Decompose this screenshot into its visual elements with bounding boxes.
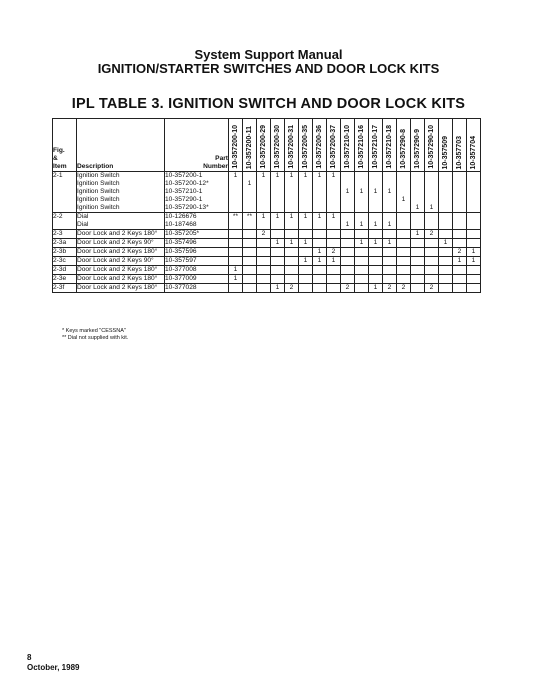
kit-number-label: 10-357200-30 <box>274 125 281 169</box>
quantity-cell <box>411 239 425 248</box>
quantity-cell <box>411 275 425 284</box>
quantity-cell <box>355 257 369 266</box>
quantity-cell: 1 <box>257 213 271 230</box>
quantity-cell <box>397 275 411 284</box>
kit-number-label: 10-357704 <box>470 135 477 169</box>
quantity-cell <box>369 275 383 284</box>
quantity-cell <box>467 284 481 293</box>
quantity-cell: 1 <box>327 213 341 230</box>
quantity-cell: 1 <box>299 239 313 248</box>
quantity-cell <box>313 275 327 284</box>
part-number-cell: 10-357496 <box>165 239 229 248</box>
kit-number-label: 10-357290-8 <box>400 129 407 169</box>
quantity-cell: 1 <box>355 239 369 248</box>
page-date: October, 1989 <box>27 663 80 672</box>
kit-column-header <box>257 119 271 172</box>
quantity-cell <box>299 284 313 293</box>
quantity-cell: 2 <box>257 230 271 239</box>
quantity-cell <box>355 266 369 275</box>
quantity-cell <box>453 230 467 239</box>
fig-item-cell: 2-3f <box>53 284 77 293</box>
quantity-cell: 1 <box>327 172 341 213</box>
quantity-cell <box>453 213 467 230</box>
quantity-cell <box>467 266 481 275</box>
quantity-cell <box>341 257 355 266</box>
part-number-cell: 10-377009 <box>165 275 229 284</box>
quantity-cell: 2 <box>453 248 467 257</box>
quantity-cell: 1 <box>369 172 383 213</box>
kit-number-label: 10-357290-10 <box>428 125 435 169</box>
kit-number-label: 10-357210-10 <box>344 125 351 169</box>
quantity-cell <box>285 257 299 266</box>
part-number-cell: 10-357200-1 10-357200-12* 10-357210-1 10-357290-1 10-357290-13* <box>165 172 229 213</box>
part-number-cell: 10-357597 <box>165 257 229 266</box>
quantity-cell <box>355 230 369 239</box>
quantity-cell: 1 <box>383 172 397 213</box>
quantity-cell <box>327 239 341 248</box>
quantity-cell <box>453 275 467 284</box>
quantity-cell <box>425 213 439 230</box>
quantity-cell <box>243 239 257 248</box>
kit-column-header <box>271 119 285 172</box>
section-title: IGNITION/STARTER SWITCHES AND DOOR LOCK KITS <box>97 61 440 76</box>
quantity-cell: 1 <box>383 213 397 230</box>
kit-number-label: 10-357200-37 <box>330 125 337 169</box>
quantity-cell <box>327 275 341 284</box>
quantity-cell <box>271 230 285 239</box>
quantity-cell <box>229 284 243 293</box>
part-number-cell: 10-377028 <box>165 284 229 293</box>
quantity-cell <box>453 284 467 293</box>
quantity-cell <box>439 284 453 293</box>
page-number: 8 <box>27 653 32 662</box>
quantity-cell <box>439 257 453 266</box>
quantity-cell <box>383 230 397 239</box>
part-number-cell: 10-377008 <box>165 266 229 275</box>
quantity-cell <box>257 257 271 266</box>
quantity-cell: ** <box>229 213 243 230</box>
quantity-cell <box>453 239 467 248</box>
kit-column-header <box>313 119 327 172</box>
kit-column-header <box>299 119 313 172</box>
quantity-cell <box>369 257 383 266</box>
quantity-cell <box>285 248 299 257</box>
quantity-cell <box>299 230 313 239</box>
quantity-cell: 1 <box>341 172 355 213</box>
description-cell: Door Lock and 2 Keys 180° <box>77 284 165 293</box>
quantity-cell: 1 <box>369 213 383 230</box>
quantity-cell <box>229 230 243 239</box>
quantity-cell: 1 <box>271 239 285 248</box>
quantity-cell: 1 <box>355 213 369 230</box>
quantity-cell <box>229 239 243 248</box>
quantity-cell: 1 <box>271 284 285 293</box>
quantity-cell <box>355 284 369 293</box>
quantity-cell <box>439 230 453 239</box>
table-row <box>53 275 481 284</box>
fig-item-cell: 2-2 <box>53 213 77 230</box>
footnote-dial: ** Dial not supplied with kit. <box>62 335 129 341</box>
kit-column-header <box>327 119 341 172</box>
quantity-cell <box>299 275 313 284</box>
description-cell: Dial Dial <box>77 213 165 230</box>
quantity-cell <box>383 275 397 284</box>
quantity-cell <box>285 275 299 284</box>
quantity-cell: 1 <box>299 213 313 230</box>
quantity-cell <box>229 257 243 266</box>
quantity-cell <box>355 248 369 257</box>
quantity-cell: 1 <box>299 172 313 213</box>
kit-number-label: 10-357200-10 <box>232 125 239 169</box>
quantity-cell: 1 <box>313 257 327 266</box>
quantity-cell <box>257 266 271 275</box>
quantity-cell: 1 <box>369 239 383 248</box>
quantity-cell <box>425 239 439 248</box>
quantity-cell: 1 <box>425 172 439 213</box>
quantity-cell <box>467 275 481 284</box>
quantity-cell: 1 <box>271 172 285 213</box>
quantity-cell <box>411 248 425 257</box>
quantity-cell <box>411 213 425 230</box>
quantity-cell <box>355 275 369 284</box>
quantity-cell <box>271 248 285 257</box>
fig-item-cell: 2-3 <box>53 230 77 239</box>
quantity-cell <box>285 266 299 275</box>
kit-number-label: 10-357210-16 <box>358 125 365 169</box>
quantity-cell: 1 <box>467 248 481 257</box>
kit-column-header <box>453 119 467 172</box>
table-row <box>53 257 481 266</box>
quantity-cell: 1 <box>285 239 299 248</box>
quantity-cell: 2 <box>327 248 341 257</box>
quantity-cell <box>243 248 257 257</box>
quantity-cell <box>439 172 453 213</box>
quantity-cell: 1 <box>383 239 397 248</box>
manual-title: System Support Manual <box>194 47 343 62</box>
part-number-cell: 10-357205* <box>165 230 229 239</box>
table-row <box>53 266 481 275</box>
quantity-cell: 1 <box>313 213 327 230</box>
quantity-cell: 1 <box>341 213 355 230</box>
kit-number-label: 10-357200-11 <box>246 125 253 169</box>
quantity-cell: 2 <box>341 284 355 293</box>
quantity-cell <box>397 230 411 239</box>
fig-item-cell: 2-1 <box>53 172 77 213</box>
quantity-cell <box>299 248 313 257</box>
quantity-cell: 2 <box>397 284 411 293</box>
kit-column-header <box>355 119 369 172</box>
quantity-cell <box>383 257 397 266</box>
quantity-cell <box>369 230 383 239</box>
quantity-cell: 1 <box>453 257 467 266</box>
kit-column-header <box>341 119 355 172</box>
quantity-cell <box>271 257 285 266</box>
quantity-cell <box>369 248 383 257</box>
kit-column-header <box>243 119 257 172</box>
kit-number-label: 10-357200-29 <box>260 125 267 169</box>
fig-item-cell: 2-3e <box>53 275 77 284</box>
quantity-cell: 2 <box>425 230 439 239</box>
kit-column-header <box>369 119 383 172</box>
quantity-cell <box>397 248 411 257</box>
quantity-cell <box>341 248 355 257</box>
quantity-cell <box>313 284 327 293</box>
description-cell: Door Lock and 2 Keys 180° <box>77 248 165 257</box>
quantity-cell: ** <box>243 213 257 230</box>
kit-number-label: 10-357210-17 <box>372 125 379 169</box>
quantity-cell: 1 <box>229 266 243 275</box>
kit-number-label: 10-357210-18 <box>386 125 393 169</box>
quantity-cell <box>439 213 453 230</box>
quantity-cell: 1 <box>397 172 411 213</box>
footnotes <box>62 328 128 342</box>
quantity-cell <box>243 284 257 293</box>
quantity-cell <box>411 284 425 293</box>
kit-number-label: 10-357200-35 <box>302 125 309 169</box>
quantity-cell <box>243 230 257 239</box>
description-header: Description <box>77 119 165 172</box>
quantity-cell <box>411 266 425 275</box>
quantity-cell: 1 <box>411 230 425 239</box>
quantity-cell: 1 <box>285 172 299 213</box>
quantity-cell: 1 <box>229 275 243 284</box>
quantity-cell <box>229 248 243 257</box>
kit-number-label: 10-357290-9 <box>414 129 421 169</box>
quantity-cell <box>313 239 327 248</box>
fig-item-cell: 2-3d <box>53 266 77 275</box>
kit-column-header <box>397 119 411 172</box>
quantity-cell <box>439 275 453 284</box>
quantity-cell <box>271 266 285 275</box>
quantity-cell: 2 <box>383 284 397 293</box>
quantity-cell <box>313 230 327 239</box>
quantity-cell <box>271 275 285 284</box>
description-cell: Door Lock and 2 Keys 180° <box>77 266 165 275</box>
quantity-cell <box>341 275 355 284</box>
kit-column-header <box>383 119 397 172</box>
kit-column-header <box>439 119 453 172</box>
kit-number-label: 10-357509 <box>442 135 449 169</box>
part-number-header: Part Number <box>165 119 229 172</box>
quantity-cell <box>453 172 467 213</box>
description-cell: Door Lock and 2 Keys 90° <box>77 257 165 266</box>
kit-column-header <box>425 119 439 172</box>
quantity-cell <box>397 257 411 266</box>
quantity-cell <box>425 257 439 266</box>
quantity-cell: 2 <box>425 284 439 293</box>
quantity-cell <box>425 266 439 275</box>
quantity-cell <box>425 248 439 257</box>
quantity-cell <box>397 239 411 248</box>
quantity-cell: 1 <box>257 172 271 213</box>
quantity-cell <box>285 230 299 239</box>
quantity-cell: 1 <box>439 239 453 248</box>
kit-column-header <box>411 119 425 172</box>
kit-column-header <box>285 119 299 172</box>
quantity-cell: 1 <box>313 172 327 213</box>
quantity-cell <box>243 257 257 266</box>
fig-item-cell: 2-3b <box>53 248 77 257</box>
table-title: IPL TABLE 3. IGNITION SWITCH AND DOOR LOCK KITS <box>71 96 466 112</box>
quantity-cell: 1 <box>299 257 313 266</box>
table-row <box>53 230 481 239</box>
table-row <box>53 213 481 230</box>
quantity-cell <box>327 284 341 293</box>
quantity-cell: 1 <box>467 257 481 266</box>
quantity-cell: 1 <box>327 257 341 266</box>
footnote-keys: * Keys marked "CESSNA" <box>62 328 126 334</box>
kit-number-label: 10-357200-31 <box>288 125 295 169</box>
quantity-cell <box>439 266 453 275</box>
quantity-cell <box>383 248 397 257</box>
quantity-cell <box>257 275 271 284</box>
quantity-cell <box>341 239 355 248</box>
quantity-cell <box>257 284 271 293</box>
table-row <box>53 172 481 213</box>
quantity-cell: 1 <box>369 284 383 293</box>
quantity-cell <box>397 266 411 275</box>
part-number-cell: 10-126676 10-187468 <box>165 213 229 230</box>
kit-number-label: 10-357200-36 <box>316 125 323 169</box>
quantity-cell: 1 <box>285 213 299 230</box>
quantity-cell <box>299 266 313 275</box>
quantity-cell: 1 <box>411 172 425 213</box>
description-cell: Door Lock and 2 Keys 90° <box>77 239 165 248</box>
quantity-cell <box>243 266 257 275</box>
quantity-cell <box>467 230 481 239</box>
quantity-cell: 1 <box>355 172 369 213</box>
kit-column-header <box>467 119 481 172</box>
kit-column-header <box>229 119 243 172</box>
fig-item-cell: 2-3a <box>53 239 77 248</box>
description-cell: Door Lock and 2 Keys 180° <box>77 230 165 239</box>
quantity-cell <box>257 248 271 257</box>
table-row <box>53 284 481 293</box>
quantity-cell <box>327 230 341 239</box>
table-row <box>53 248 481 257</box>
quantity-cell: 1 <box>313 248 327 257</box>
quantity-cell <box>341 266 355 275</box>
table-header-row <box>53 119 481 172</box>
quantity-cell <box>467 213 481 230</box>
quantity-cell <box>411 257 425 266</box>
quantity-cell <box>341 230 355 239</box>
quantity-cell <box>425 275 439 284</box>
quantity-cell <box>467 172 481 213</box>
quantity-cell <box>439 248 453 257</box>
quantity-cell: 2 <box>285 284 299 293</box>
quantity-cell <box>397 213 411 230</box>
fig-item-cell: 2-3c <box>53 257 77 266</box>
kit-number-label: 10-357703 <box>456 135 463 169</box>
part-number-cell: 10-357596 <box>165 248 229 257</box>
quantity-cell <box>383 266 397 275</box>
fig-item-header: Fig. & Item <box>53 119 77 172</box>
quantity-cell: 1 <box>243 172 257 213</box>
quantity-cell <box>313 266 327 275</box>
quantity-cell <box>257 239 271 248</box>
quantity-cell <box>243 275 257 284</box>
quantity-cell <box>453 266 467 275</box>
description-cell: Ignition Switch Ignition Switch Ignition Switch Ignition Switch Ignition Switch <box>77 172 165 213</box>
table-row <box>53 239 481 248</box>
ipl-table <box>52 118 481 293</box>
description-cell: Door Lock and 2 Keys 180° <box>77 275 165 284</box>
quantity-cell <box>467 239 481 248</box>
quantity-cell <box>327 266 341 275</box>
quantity-cell: 1 <box>271 213 285 230</box>
quantity-cell <box>369 266 383 275</box>
quantity-cell: 1 <box>229 172 243 213</box>
